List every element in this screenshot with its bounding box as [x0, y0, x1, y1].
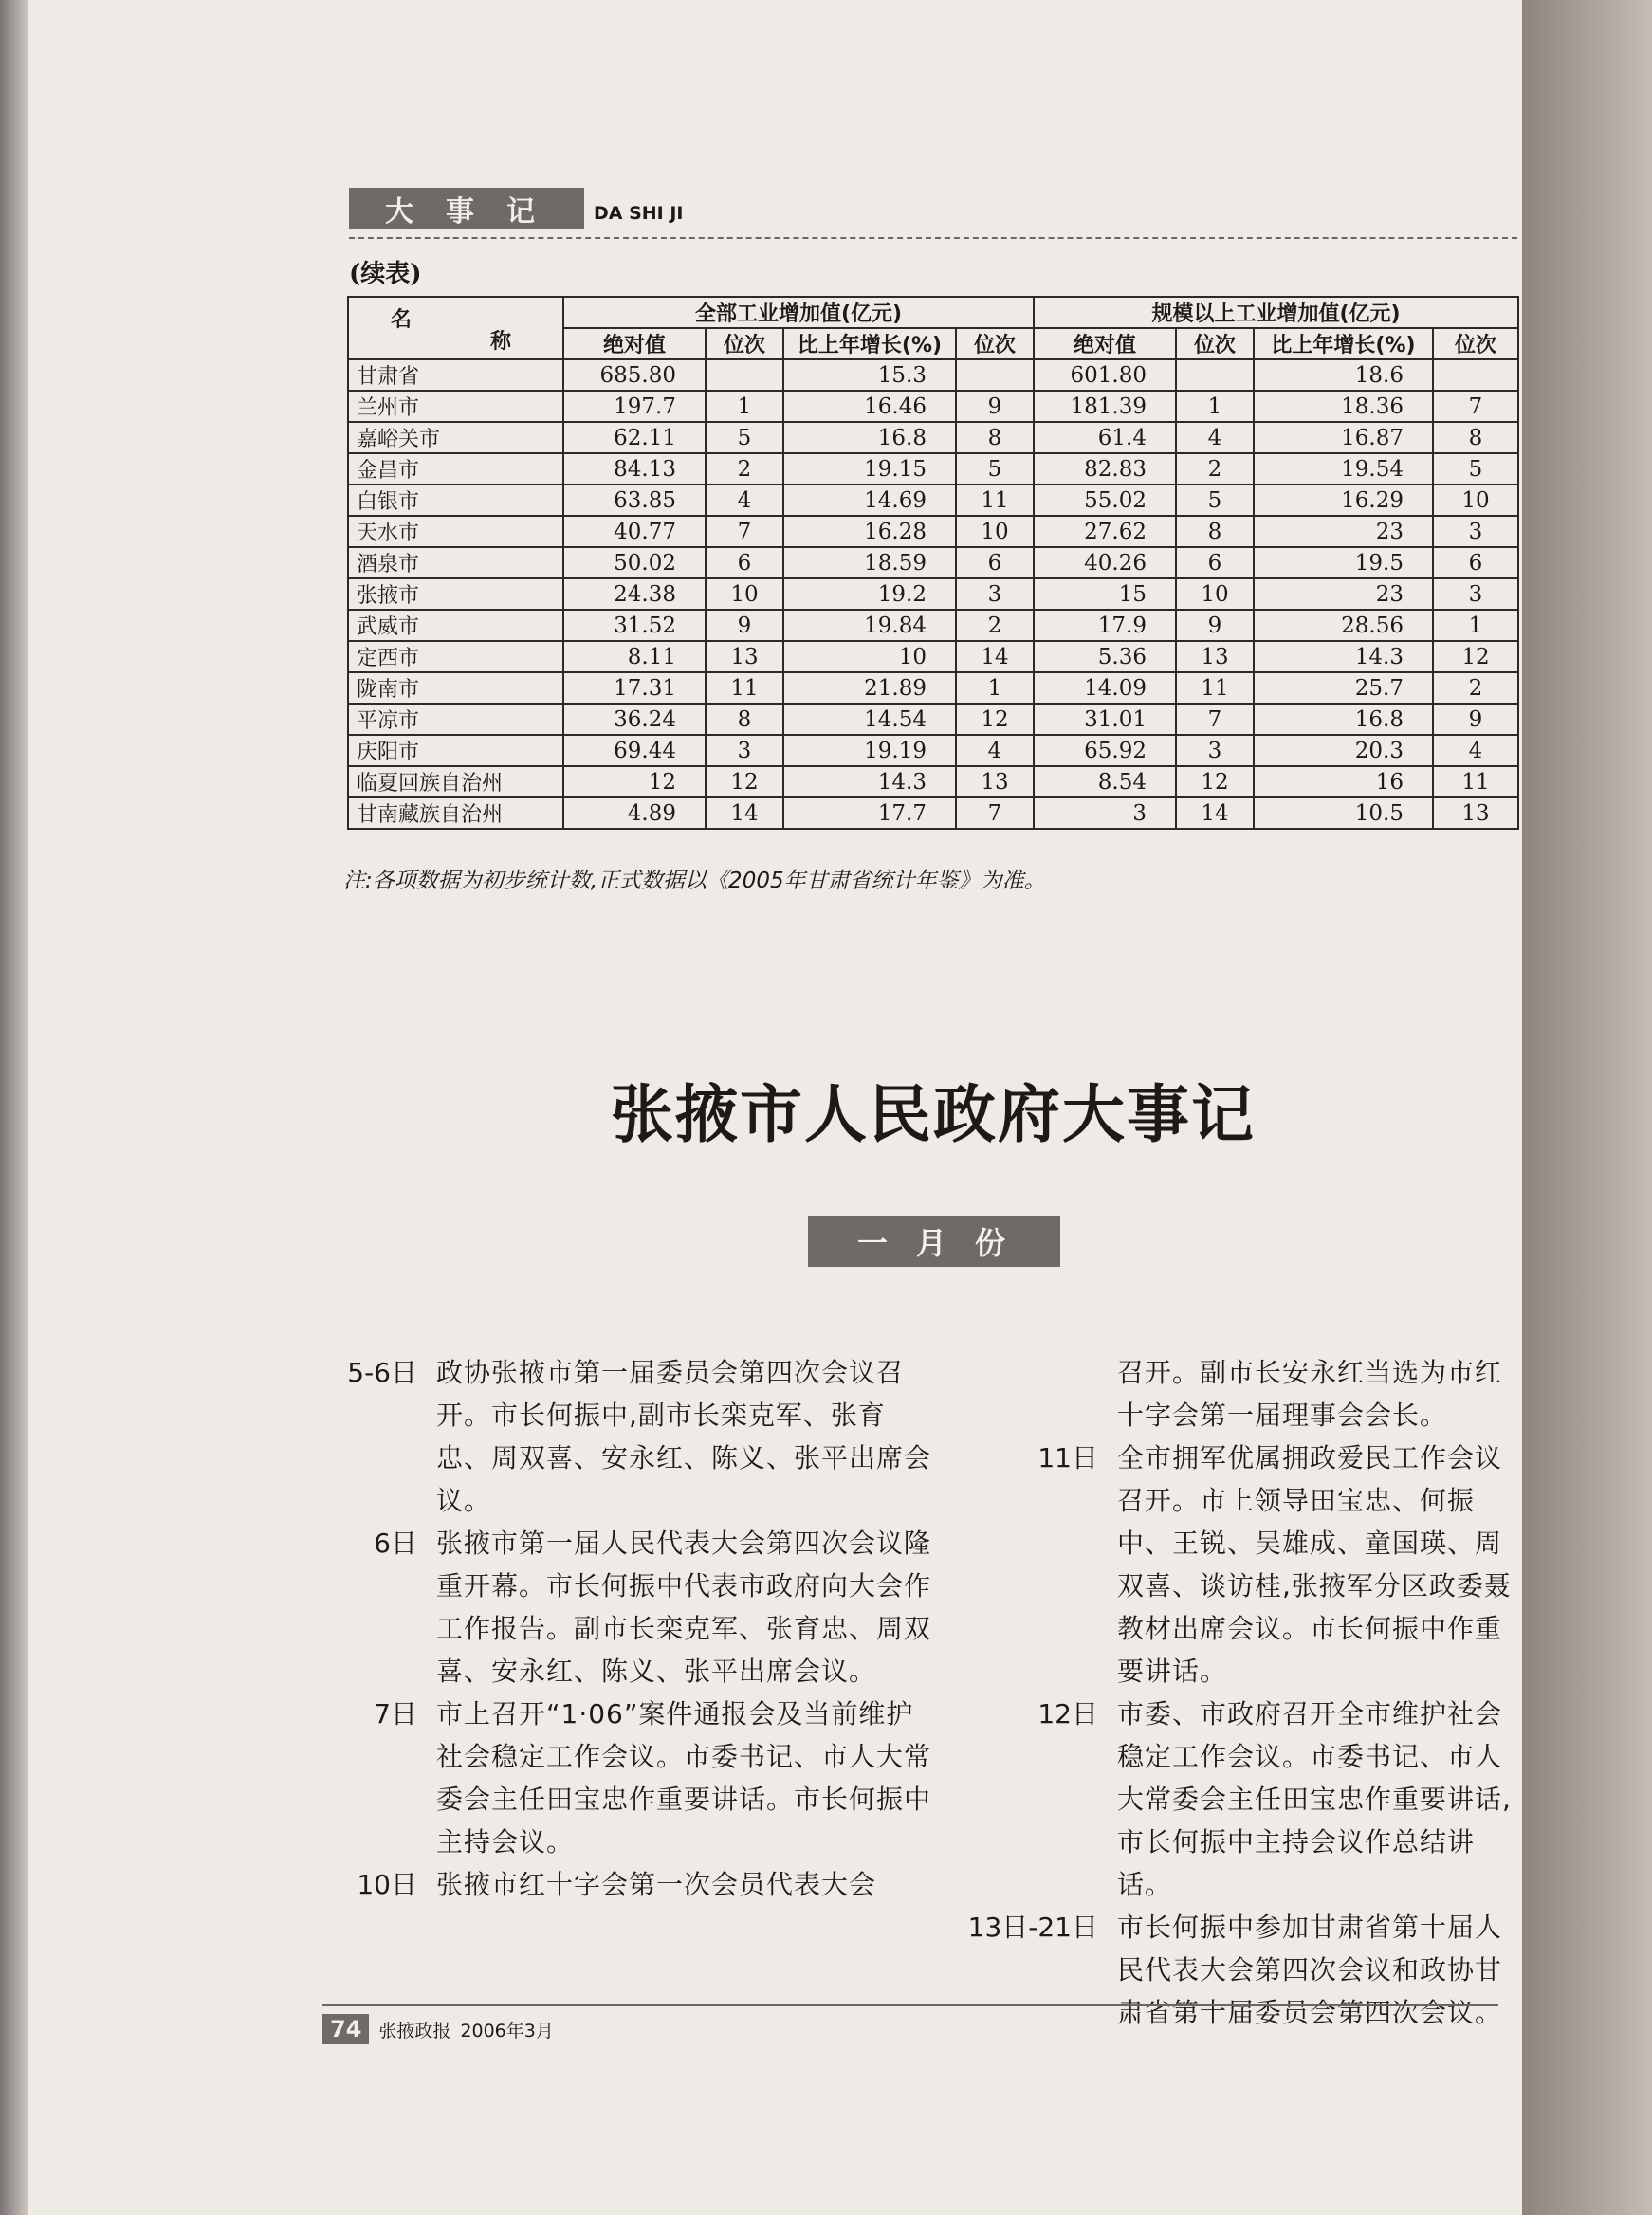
table-row — [348, 704, 1518, 735]
event-date: 5-6日 — [347, 1357, 417, 1388]
total-abs-rank: 6 — [706, 547, 783, 578]
month-label: 一月份 — [808, 1216, 1060, 1267]
scale-growth-rank — [1433, 359, 1518, 391]
scale-growth: 16.87 — [1254, 422, 1433, 453]
total-abs-value: 17.31 — [563, 672, 706, 704]
total-growth: 16.8 — [783, 422, 956, 453]
table-row — [348, 391, 1518, 422]
scale-growth-rank: 11 — [1433, 766, 1518, 797]
total-growth-rank: 10 — [956, 516, 1034, 547]
page-title: 张掖市人民政府大事记 — [611, 1077, 1256, 1151]
event-text: 政协张掖市第一届委员会第四次会议召开。市长何振中,副市长栾克军、张育忠、周双喜、安永红、陈义、张平出席会议。 — [436, 1357, 932, 1516]
subheader: 绝对值 — [1034, 328, 1176, 359]
scale-abs-rank: 12 — [1176, 766, 1254, 797]
region-name: 天水市 — [348, 516, 563, 547]
total-abs-rank: 5 — [706, 422, 783, 453]
table-row — [348, 735, 1518, 766]
region-name: 兰州市 — [348, 391, 563, 422]
scale-growth-rank: 6 — [1433, 547, 1518, 578]
subheader: 位次 — [706, 328, 783, 359]
scale-growth: 19.5 — [1254, 547, 1433, 578]
scale-abs-value: 82.83 — [1034, 453, 1176, 485]
subheader: 位次 — [956, 328, 1034, 359]
total-growth-rank: 2 — [956, 610, 1034, 641]
total-abs-value: 685.80 — [563, 359, 706, 391]
scale-growth: 23 — [1254, 516, 1433, 547]
total-growth-rank: 11 — [956, 485, 1034, 516]
event-text: 市委、市政府召开全市维护社会稳定工作会议。市委书记、市人大常委会主任田宝忠作重要讲话,市长何振中主持会议作总结讲话。 — [1117, 1698, 1512, 1900]
total-abs-rank: 11 — [706, 672, 783, 704]
header-group-total: 全部工业增加值(亿元) — [563, 297, 1034, 328]
scale-abs-rank: 3 — [1176, 735, 1254, 766]
total-growth-rank: 3 — [956, 578, 1034, 610]
scale-abs-value: 55.02 — [1034, 485, 1176, 516]
table-note: 注:各项数据为初步统计数,正式数据以《2005年甘肃省统计年鉴》为准。 — [343, 869, 1046, 893]
total-abs-rank: 2 — [706, 453, 783, 485]
scale-abs-rank: 14 — [1176, 797, 1254, 829]
event-date: 12日 — [1037, 1698, 1098, 1730]
event-entry — [946, 1437, 1515, 1693]
total-abs-rank: 12 — [706, 766, 783, 797]
subheader: 绝对值 — [563, 328, 706, 359]
scale-growth-rank: 12 — [1433, 641, 1518, 672]
total-growth: 19.19 — [783, 735, 956, 766]
table-row — [348, 547, 1518, 578]
events-right-column — [946, 1351, 1515, 2034]
event-text: 张掖市第一届人民代表大会第四次会议隆重开幕。市长何振中代表市政府向大会作工作报告。副市长栾克军、张育忠、周双喜、安永红、陈义、张平出席会议。 — [436, 1528, 932, 1687]
scale-abs-value: 15 — [1034, 578, 1176, 610]
total-growth: 16.46 — [783, 391, 956, 422]
total-growth: 14.54 — [783, 704, 956, 735]
scale-abs-rank: 8 — [1176, 516, 1254, 547]
total-abs-rank: 4 — [706, 485, 783, 516]
total-growth: 19.84 — [783, 610, 956, 641]
issue-date: 2006年3月 — [460, 2020, 554, 2041]
left-page-edge — [0, 0, 28, 2215]
scale-growth: 16 — [1254, 766, 1433, 797]
total-growth-rank: 7 — [956, 797, 1034, 829]
total-growth-rank: 12 — [956, 704, 1034, 735]
event-text: 市上召开“1·06”案件通报会及当前维护社会稳定工作会议。市委书记、市人大常委会主任田宝忠作重要讲话。市长何振中主持会议。 — [436, 1698, 932, 1858]
total-growth: 16.28 — [783, 516, 956, 547]
scale-growth-rank: 13 — [1433, 797, 1518, 829]
total-abs-value: 31.52 — [563, 610, 706, 641]
total-abs-rank: 14 — [706, 797, 783, 829]
table-row — [348, 453, 1518, 485]
total-growth: 14.69 — [783, 485, 956, 516]
scale-abs-value: 31.01 — [1034, 704, 1176, 735]
event-continuation: 召开。副市长安永红当选为市红十字会第一届理事会会长。 — [1117, 1357, 1503, 1431]
section-label: 大事记 — [349, 188, 584, 229]
scale-growth-rank: 5 — [1433, 453, 1518, 485]
total-abs-rank: 7 — [706, 516, 783, 547]
scale-growth: 16.29 — [1254, 485, 1433, 516]
event-text: 市长何振中参加甘肃省第十届人民代表大会第四次会议和政协甘肃省第十届委员会第四次会议。 — [1117, 1912, 1503, 2028]
scale-abs-rank: 13 — [1176, 641, 1254, 672]
scale-growth: 25.7 — [1254, 672, 1433, 704]
event-text: 张掖市红十字会第一次会员代表大会 — [436, 1869, 877, 1900]
total-abs-rank: 8 — [706, 704, 783, 735]
region-name: 张掖市 — [348, 578, 563, 610]
scale-growth-rank: 8 — [1433, 422, 1518, 453]
scale-abs-value: 8.54 — [1034, 766, 1176, 797]
region-name: 庆阳市 — [348, 735, 563, 766]
total-abs-value: 69.44 — [563, 735, 706, 766]
event-entry — [332, 1863, 939, 1906]
table-row — [348, 672, 1518, 704]
footer-rule — [322, 2004, 1498, 2006]
section-pinyin: DA SHI JI — [594, 203, 684, 224]
total-abs-value: 8.11 — [563, 641, 706, 672]
subheader: 比上年增长(%) — [783, 328, 956, 359]
scale-growth: 19.54 — [1254, 453, 1433, 485]
scale-abs-rank: 10 — [1176, 578, 1254, 610]
scale-growth: 20.3 — [1254, 735, 1433, 766]
total-growth: 17.7 — [783, 797, 956, 829]
header-rule — [349, 237, 1517, 239]
region-name: 甘肃省 — [348, 359, 563, 391]
table-row — [348, 797, 1518, 829]
event-text: 全市拥军优属拥政爱民工作会议召开。市上领导田宝忠、何振中、王锐、吴雄成、童国瑛、周双喜、谈访桂,张掖军分区政委聂教材出席会议。市长何振中作重要讲话。 — [1117, 1442, 1512, 1687]
header-name: 名 称 — [348, 297, 563, 359]
total-abs-rank: 10 — [706, 578, 783, 610]
total-abs-value: 84.13 — [563, 453, 706, 485]
event-date: 10日 — [357, 1869, 417, 1900]
scale-abs-value: 27.62 — [1034, 516, 1176, 547]
total-abs-rank: 3 — [706, 735, 783, 766]
total-growth-rank: 6 — [956, 547, 1034, 578]
event-entry — [332, 1351, 939, 1522]
scale-growth-rank: 3 — [1433, 578, 1518, 610]
table-row — [348, 516, 1518, 547]
total-growth-rank: 8 — [956, 422, 1034, 453]
scale-abs-value: 601.80 — [1034, 359, 1176, 391]
region-name: 嘉峪关市 — [348, 422, 563, 453]
region-name: 陇南市 — [348, 672, 563, 704]
total-growth-rank: 9 — [956, 391, 1034, 422]
total-growth: 10 — [783, 641, 956, 672]
table-row — [348, 641, 1518, 672]
scale-abs-value: 14.09 — [1034, 672, 1176, 704]
scale-abs-value: 40.26 — [1034, 547, 1176, 578]
scale-abs-rank: 7 — [1176, 704, 1254, 735]
scale-abs-rank: 4 — [1176, 422, 1254, 453]
publication-name: 张掖政报 — [378, 2020, 451, 2041]
scale-growth: 10.5 — [1254, 797, 1433, 829]
total-growth: 14.3 — [783, 766, 956, 797]
total-growth: 21.89 — [783, 672, 956, 704]
scale-abs-rank: 5 — [1176, 485, 1254, 516]
table-row — [348, 578, 1518, 610]
scale-abs-rank: 6 — [1176, 547, 1254, 578]
industry-value-table — [347, 296, 1519, 830]
events-left-column — [332, 1351, 939, 1906]
region-name: 临夏回族自治州 — [348, 766, 563, 797]
region-name: 定西市 — [348, 641, 563, 672]
event-entry — [946, 1906, 1515, 2034]
page-number: 74 — [322, 2014, 369, 2044]
scale-abs-rank: 11 — [1176, 672, 1254, 704]
total-abs-value: 24.38 — [563, 578, 706, 610]
total-growth-rank: 14 — [956, 641, 1034, 672]
scale-abs-value: 3 — [1034, 797, 1176, 829]
scale-growth-rank: 4 — [1433, 735, 1518, 766]
total-growth: 19.2 — [783, 578, 956, 610]
event-entry — [946, 1693, 1515, 1906]
region-name: 白银市 — [348, 485, 563, 516]
footer — [322, 2014, 554, 2044]
event-date: 13日-21日 — [967, 1912, 1098, 1943]
scale-abs-rank: 2 — [1176, 453, 1254, 485]
scale-abs-value: 17.9 — [1034, 610, 1176, 641]
table-row — [348, 359, 1518, 391]
scale-growth: 18.36 — [1254, 391, 1433, 422]
scale-growth: 18.6 — [1254, 359, 1433, 391]
scale-growth-rank: 10 — [1433, 485, 1518, 516]
total-abs-value: 4.89 — [563, 797, 706, 829]
table-continued-label: (续表) — [349, 260, 422, 288]
total-growth-rank: 1 — [956, 672, 1034, 704]
total-abs-rank — [706, 359, 783, 391]
scale-abs-rank — [1176, 359, 1254, 391]
region-name: 武威市 — [348, 610, 563, 641]
subheader: 位次 — [1176, 328, 1254, 359]
total-abs-value: 50.02 — [563, 547, 706, 578]
total-abs-rank: 9 — [706, 610, 783, 641]
table-row — [348, 766, 1518, 797]
total-growth: 19.15 — [783, 453, 956, 485]
event-entry — [332, 1693, 939, 1863]
table-row — [348, 610, 1518, 641]
scale-abs-rank: 1 — [1176, 391, 1254, 422]
total-growth: 15.3 — [783, 359, 956, 391]
region-name: 金昌市 — [348, 453, 563, 485]
subheader: 比上年增长(%) — [1254, 328, 1433, 359]
scale-abs-rank: 9 — [1176, 610, 1254, 641]
scale-abs-value: 61.4 — [1034, 422, 1176, 453]
event-date: 7日 — [374, 1698, 417, 1730]
total-growth-rank — [956, 359, 1034, 391]
total-growth-rank: 4 — [956, 735, 1034, 766]
total-abs-value: 12 — [563, 766, 706, 797]
scale-growth: 23 — [1254, 578, 1433, 610]
event-date: 11日 — [1037, 1442, 1098, 1474]
scale-growth: 14.3 — [1254, 641, 1433, 672]
region-name: 酒泉市 — [348, 547, 563, 578]
total-abs-value: 36.24 — [563, 704, 706, 735]
region-name: 甘南藏族自治州 — [348, 797, 563, 829]
event-date: 6日 — [374, 1528, 417, 1559]
scale-growth-rank: 9 — [1433, 704, 1518, 735]
header-group-above-scale: 规模以上工业增加值(亿元) — [1034, 297, 1518, 328]
scale-growth: 28.56 — [1254, 610, 1433, 641]
total-growth-rank: 13 — [956, 766, 1034, 797]
total-abs-rank: 13 — [706, 641, 783, 672]
scale-growth-rank: 3 — [1433, 516, 1518, 547]
total-abs-value: 197.7 — [563, 391, 706, 422]
scale-growth: 16.8 — [1254, 704, 1433, 735]
table-row — [348, 485, 1518, 516]
event-entry — [332, 1522, 939, 1693]
scale-abs-value: 65.92 — [1034, 735, 1176, 766]
scale-abs-value: 5.36 — [1034, 641, 1176, 672]
total-abs-rank: 1 — [706, 391, 783, 422]
total-abs-value: 62.11 — [563, 422, 706, 453]
region-name: 平凉市 — [348, 704, 563, 735]
scale-abs-value: 181.39 — [1034, 391, 1176, 422]
total-abs-value: 40.77 — [563, 516, 706, 547]
scale-growth-rank: 1 — [1433, 610, 1518, 641]
scale-growth-rank: 7 — [1433, 391, 1518, 422]
total-growth: 18.59 — [783, 547, 956, 578]
total-growth-rank: 5 — [956, 453, 1034, 485]
total-abs-value: 63.85 — [563, 485, 706, 516]
table-row — [348, 422, 1518, 453]
scale-growth-rank: 2 — [1433, 672, 1518, 704]
subheader: 位次 — [1433, 328, 1518, 359]
facing-page-edge — [1522, 0, 1652, 2215]
